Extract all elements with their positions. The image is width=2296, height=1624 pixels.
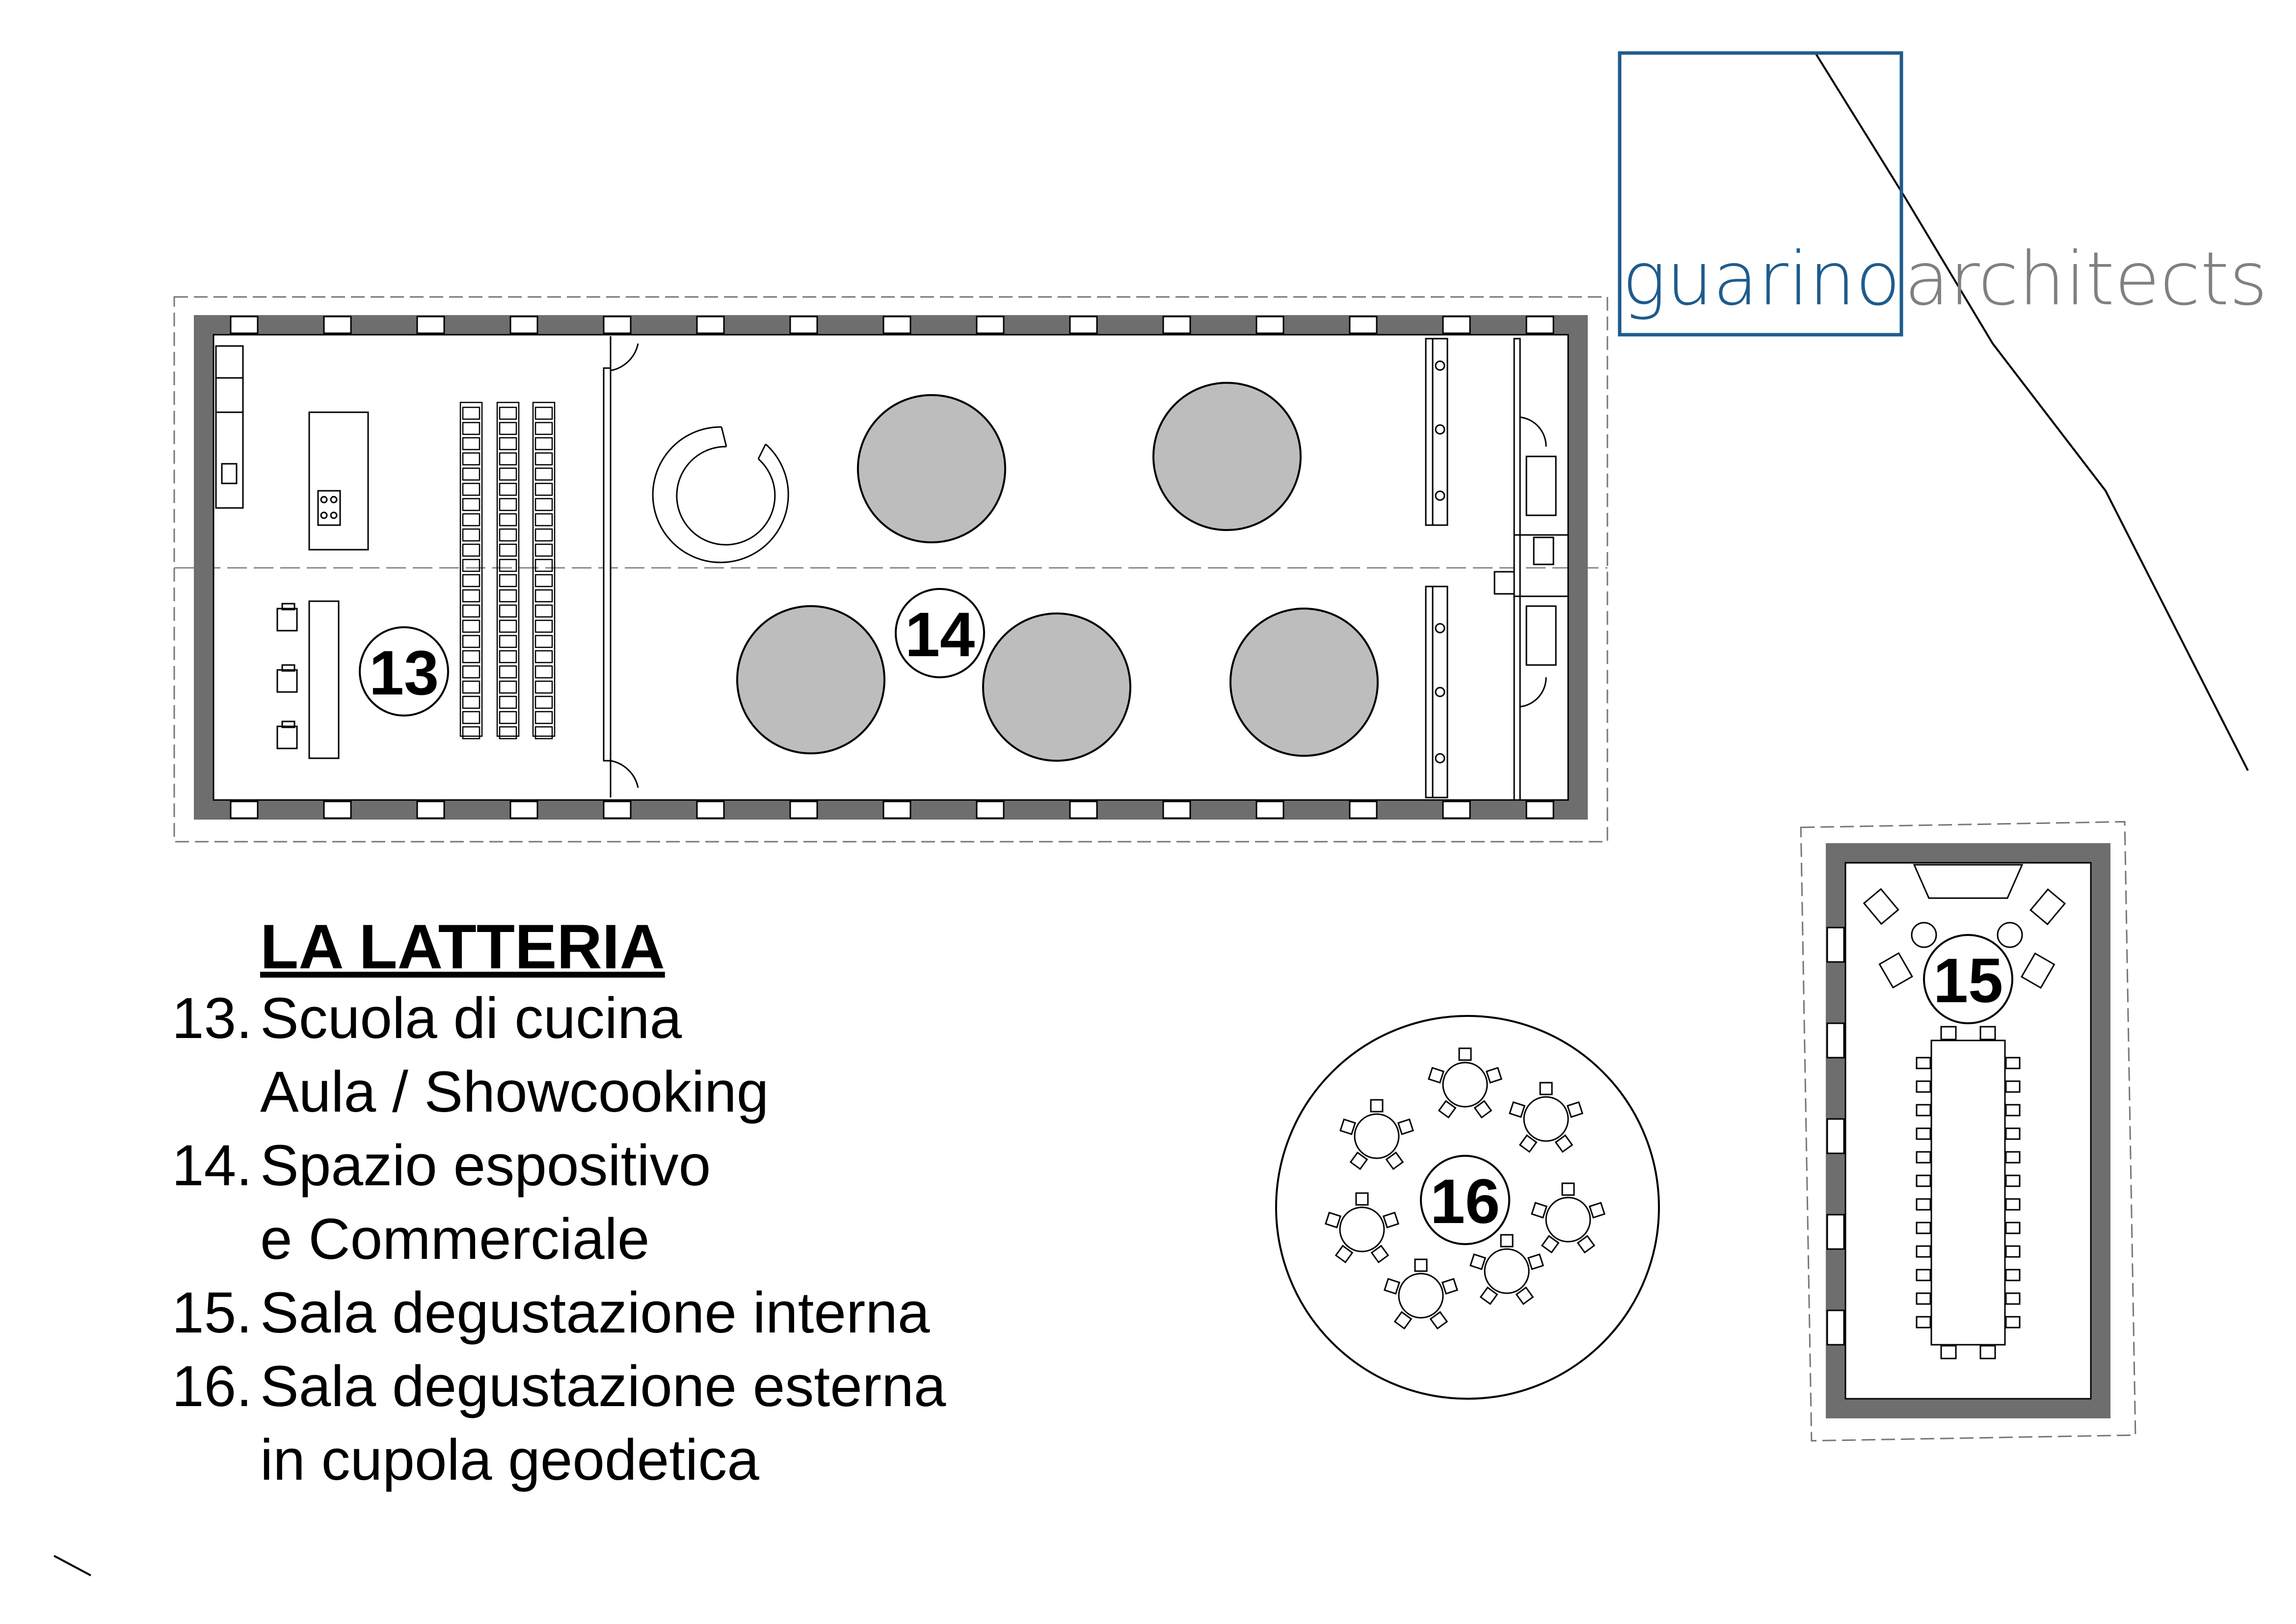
display-tables: [737, 383, 1378, 761]
room-label-16: [1421, 1156, 1509, 1244]
classroom-chair: [535, 590, 552, 602]
classroom-chair: [535, 483, 552, 495]
building-sala-15: [1801, 822, 2136, 1440]
classroom-chair: [500, 423, 516, 434]
geodesic-dome-16: [1276, 1016, 1659, 1399]
legend-item-16: [172, 1350, 1055, 1497]
classroom-chair: [535, 423, 552, 434]
classroom-chair: [535, 712, 552, 723]
building-outline-dashed: [174, 297, 1607, 842]
windows-bottom: [231, 801, 1553, 818]
display-table: [858, 395, 1005, 542]
classroom-chair: [500, 529, 516, 541]
wall-left: [194, 315, 214, 820]
legend-text: Scuola di cucina: [260, 986, 682, 1051]
room-label-14: [896, 589, 984, 677]
classroom-chair: [535, 499, 552, 510]
partition-wall-13-14: [604, 368, 611, 761]
wall-right: [1568, 315, 1588, 820]
classroom-chair: [500, 727, 516, 739]
logo-text-architects: architects: [1904, 237, 2268, 322]
classroom-chair: [500, 407, 516, 419]
display-table: [1230, 609, 1378, 756]
logo-text-guarino: guarino: [1622, 237, 1901, 322]
classroom-chair: [463, 468, 480, 480]
legend-text-cont: Aula / Showcooking: [260, 1060, 769, 1124]
classroom-chair: [500, 544, 516, 556]
classroom-chair: [500, 681, 516, 693]
kitchen-counter: [216, 346, 243, 508]
classroom-chair: [500, 620, 516, 632]
room-label-13: [360, 627, 448, 716]
door-swing-bottom: [611, 761, 638, 798]
classroom-chair: [535, 407, 552, 419]
classroom-chair: [500, 696, 516, 708]
svg-text:13: 13: [369, 638, 439, 708]
legend-item-13: [172, 982, 1055, 1129]
legend-text-cont: e Commerciale: [260, 1207, 650, 1272]
classroom-chair: [500, 499, 516, 510]
legend-text: Spazio espositivo: [260, 1133, 711, 1198]
classroom-chair: [535, 575, 552, 586]
classroom-chair: [535, 681, 552, 693]
classroom-chair: [463, 636, 480, 647]
classroom-chair: [463, 681, 480, 693]
legend: [172, 913, 1055, 1497]
classroom-chair: [463, 544, 480, 556]
north-arrow-mark: [54, 1556, 91, 1575]
classroom-chair: [535, 727, 552, 739]
classroom-chair: [500, 575, 516, 586]
classroom-chair: [500, 712, 516, 723]
classroom-seating: [460, 402, 555, 739]
classroom-chair: [535, 636, 552, 647]
showcooking-counter: [277, 601, 339, 758]
svg-text:14: 14: [905, 600, 975, 670]
classroom-chair: [500, 453, 516, 465]
room-label-15: [1924, 935, 2012, 1023]
site-boundary-line: [1816, 54, 2248, 771]
classroom-chair: [500, 514, 516, 526]
legend-text: Sala degustazione esterna: [260, 1354, 946, 1419]
legend-num: 13.: [172, 986, 253, 1051]
legend-num: 16.: [172, 1354, 253, 1419]
legend-item-14: [172, 1129, 1055, 1276]
classroom-chair: [463, 575, 480, 586]
classroom-chair: [463, 620, 480, 632]
legend-text-cont: in cupola geodetica: [260, 1428, 759, 1492]
classroom-chair: [463, 529, 480, 541]
legend-num: 14.: [172, 1133, 253, 1198]
classroom-chair: [463, 453, 480, 465]
classroom-chair: [535, 559, 552, 571]
classroom-chair: [500, 605, 516, 617]
display-table: [983, 613, 1130, 761]
classroom-chair: [535, 468, 552, 480]
windows-top: [231, 317, 1553, 333]
legend-text: Sala degustazione interna: [260, 1280, 930, 1345]
classroom-chair: [463, 605, 480, 617]
classroom-chair: [463, 727, 480, 739]
classroom-chair: [463, 712, 480, 723]
classroom-chair: [500, 636, 516, 647]
classroom-chair: [463, 499, 480, 510]
classroom-chair: [500, 666, 516, 678]
display-table: [1153, 383, 1301, 530]
classroom-chair: [500, 590, 516, 602]
classroom-chair: [500, 438, 516, 450]
classroom-chair: [535, 620, 552, 632]
classroom-chair: [463, 438, 480, 450]
kitchen-island: [309, 412, 368, 550]
classroom-chair: [535, 544, 552, 556]
classroom-chair: [500, 651, 516, 663]
door-swing-top: [611, 336, 638, 371]
legend-num: 15.: [172, 1280, 253, 1345]
classroom-chair: [535, 514, 552, 526]
classroom-chair: [535, 651, 552, 663]
classroom-chair: [463, 407, 480, 419]
circular-display-counter: [653, 427, 788, 562]
classroom-chair: [535, 666, 552, 678]
classroom-chair: [535, 605, 552, 617]
classroom-chair: [535, 529, 552, 541]
logo: [1620, 53, 2268, 335]
classroom-chair: [463, 696, 480, 708]
legend-title: LA LATTERIA: [260, 912, 665, 982]
classroom-chair: [500, 483, 516, 495]
classroom-chair: [463, 514, 480, 526]
toilet-block: [1426, 339, 1568, 800]
classroom-chair: [535, 696, 552, 708]
classroom-chair: [463, 590, 480, 602]
classroom-chair: [535, 438, 552, 450]
classroom-chair: [463, 559, 480, 571]
svg-text:15: 15: [1933, 946, 2003, 1016]
classroom-chair: [463, 651, 480, 663]
building-la-latteria: [174, 297, 1607, 842]
classroom-chair: [535, 453, 552, 465]
classroom-chair: [463, 666, 480, 678]
classroom-chair: [500, 468, 516, 480]
svg-text:16: 16: [1430, 1167, 1500, 1237]
classroom-chair: [463, 423, 480, 434]
legend-item-15: [172, 1276, 1055, 1350]
display-table: [737, 606, 884, 753]
classroom-chair: [463, 483, 480, 495]
classroom-chair: [500, 559, 516, 571]
